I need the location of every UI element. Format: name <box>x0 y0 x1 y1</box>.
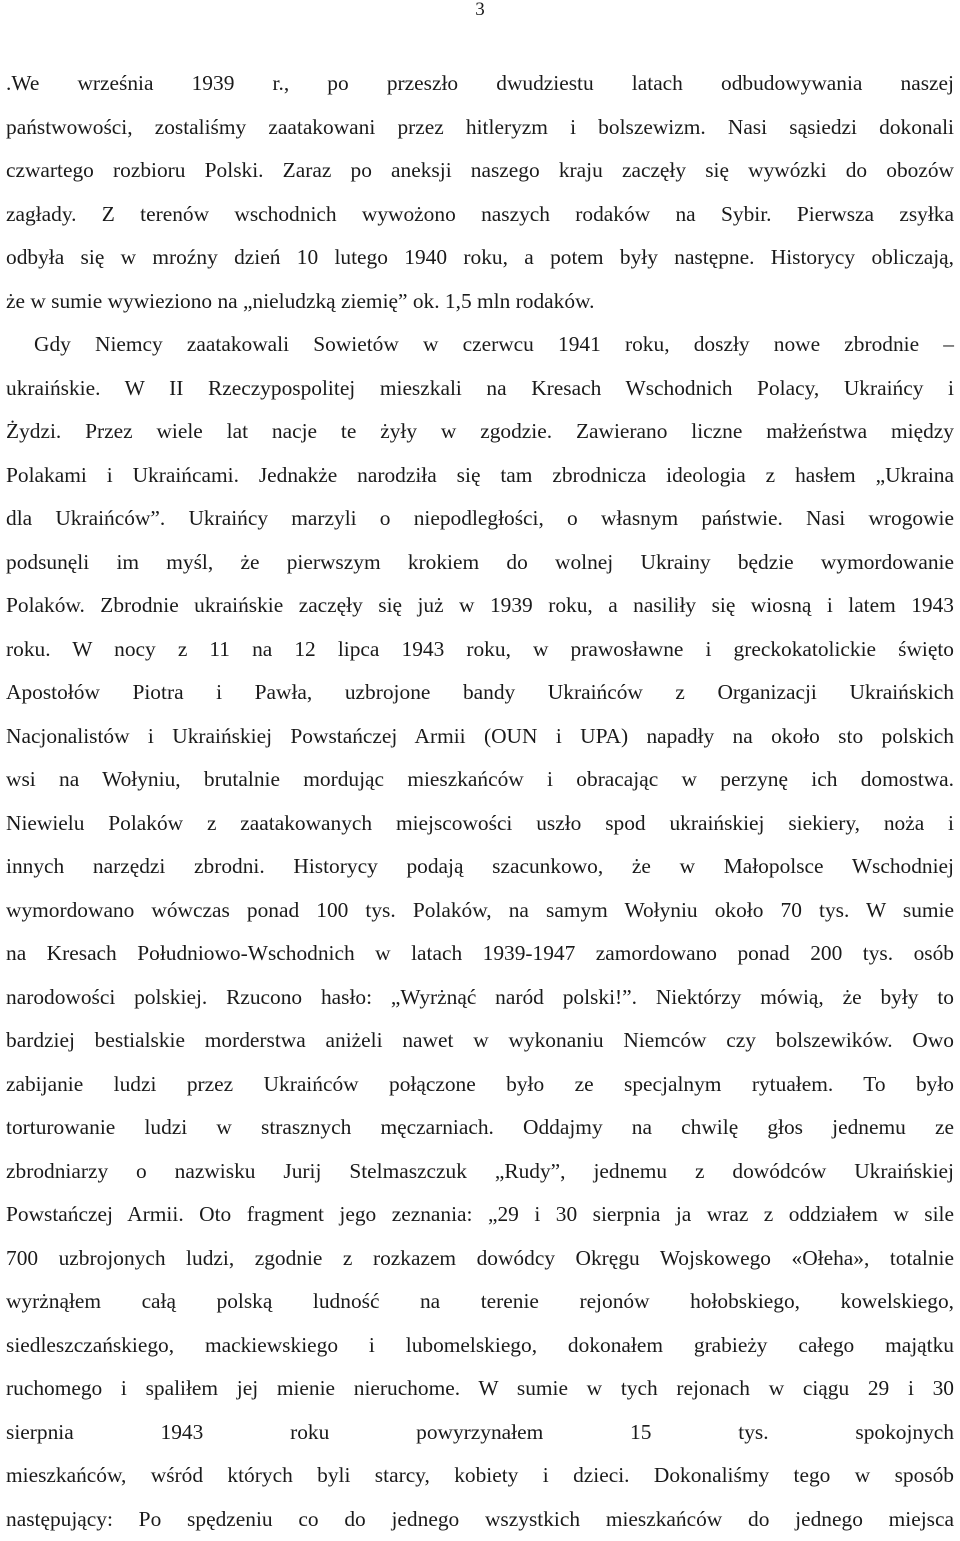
text-line: wyrżnąłem całą polską ludność na terenie rejonów hołobskiego, kowelskiego, <box>6 1280 954 1324</box>
text-line: innych narzędzi zbrodni. Historycy podają szacunkowo, że w Małopolsce Wschodniej <box>6 845 954 889</box>
text-line: państwowości, zostaliśmy zaatakowani przez hitleryzm i bolszewizm. Nasi sąsiedzi dokonali <box>6 106 954 150</box>
page-number: 3 <box>0 0 960 22</box>
text-line: odbyła się w mroźny dzień 10 lutego 1940 roku, a potem były następne. Historycy obliczają, <box>6 236 954 280</box>
text-line: dla Ukraińców”. Ukraińcy marzyli o niepodległości, o własnym państwie. Nasi wrogowie <box>6 497 954 541</box>
text-line: narodowości polskiej. Rzucono hasło: „Wyrżnąć naród polski!”. Niektórzy mówią, że były to <box>6 976 954 1020</box>
text-line: następujący: Po spędzeniu co do jednego wszystkich mieszkańców do jednego miejsca <box>6 1498 954 1541</box>
text-line: ukraińskie. W II Rzeczypospolitej mieszkali na Kresach Wschodnich Polacy, Ukraińcy i <box>6 367 954 411</box>
text-line: czwartego rozbioru Polski. Zaraz po aneksji naszego kraju zaczęły się wywózki do obozów <box>6 149 954 193</box>
text-line: Gdy Niemcy zaatakowali Sowietów w czerwcu 1941 roku, doszły nowe zbrodnie – <box>6 323 954 367</box>
text-line: zagłady. Z terenów wschodnich wywożono naszych rodaków na Sybir. Pierwsza zsyłka <box>6 193 954 237</box>
text-line: podsunęli im myśl, że pierwszym krokiem do wolnej Ukrainy będzie wymordowanie <box>6 541 954 585</box>
text-line: Żydzi. Przez wiele lat nacje te żyły w zgodzie. Zawierano liczne małżeństwa między <box>6 410 954 454</box>
text-line: bardziej bestialskie morderstwa aniżeli nawet w wykonaniu Niemców czy bolszewików. Owo <box>6 1019 954 1063</box>
text-line: Apostołów Piotra i Pawła, uzbrojone bandy Ukraińców z Organizacji Ukraińskich <box>6 671 954 715</box>
text-line: że w sumie wywieziono na „nieludzką ziemię” ok. 1,5 mln rodaków. <box>6 280 954 324</box>
text-line: wsi na Wołyniu, brutalnie mordując mieszkańców i obracając w perzynę ich domostwa. <box>6 758 954 802</box>
text-line: siedleszczańskiego, mackiewskiego i lubomelskiego, dokonałem grabieży całego majątku <box>6 1324 954 1368</box>
text-line: .We września 1939 r., po przeszło dwudziestu latach odbudowywania naszej <box>6 62 954 106</box>
text-line: Polakami i Ukraińcami. Jednakże narodziła się tam zbrodnicza ideologia z hasłem „Ukraina <box>6 454 954 498</box>
text-line: zbrodniarzy o nazwisku Jurij Stelmaszczuk „Rudy”, jednemu z dowódców Ukraińskiej <box>6 1150 954 1194</box>
text-line: ruchomego i spaliłem jej mienie nieruchome. W sumie w tych rejonach w ciągu 29 i 30 <box>6 1367 954 1411</box>
text-line: zabijanie ludzi przez Ukraińców połączone było ze specjalnym rytuałem. To było <box>6 1063 954 1107</box>
text-line: wymordowano wówczas ponad 100 tys. Polaków, na samym Wołyniu około 70 tys. W sumie <box>6 889 954 933</box>
text-line: Nacjonalistów i Ukraińskiej Powstańczej Armii (OUN i UPA) napadły na około sto polskich <box>6 715 954 759</box>
text-line: torturowanie ludzi w strasznych męczarniach. Oddajmy na chwilę głos jednemu ze <box>6 1106 954 1150</box>
text-line: roku. W nocy z 11 na 12 lipca 1943 roku, w prawosławne i greckokatolickie święto <box>6 628 954 672</box>
text-line: mieszkańców, wśród których byli starcy, kobiety i dzieci. Dokonaliśmy tego w sposób <box>6 1454 954 1498</box>
text-line: Polaków. Zbrodnie ukraińskie zaczęły się już w 1939 roku, a nasiliły się wiosną i latem 1943 <box>6 584 954 628</box>
body-text <box>6 62 954 1541</box>
text-line: na Kresach Południowo-Wschodnich w latach 1939-1947 zamordowano ponad 200 tys. osób <box>6 932 954 976</box>
text-line: Niewielu Polaków z zaatakowanych miejscowości uszło spod ukraińskiej siekiery, noża i <box>6 802 954 846</box>
text-line: sierpnia 1943 roku powyrzynałem 15 tys. spokojnych <box>6 1411 954 1455</box>
text-line: 700 uzbrojonych ludzi, zgodnie z rozkazem dowódcy Okręgu Wojskowego «Ołeha», totalnie <box>6 1237 954 1281</box>
text-line: Powstańczej Armii. Oto fragment jego zeznania: „29 i 30 sierpnia ja wraz z oddziałem w sile <box>6 1193 954 1237</box>
